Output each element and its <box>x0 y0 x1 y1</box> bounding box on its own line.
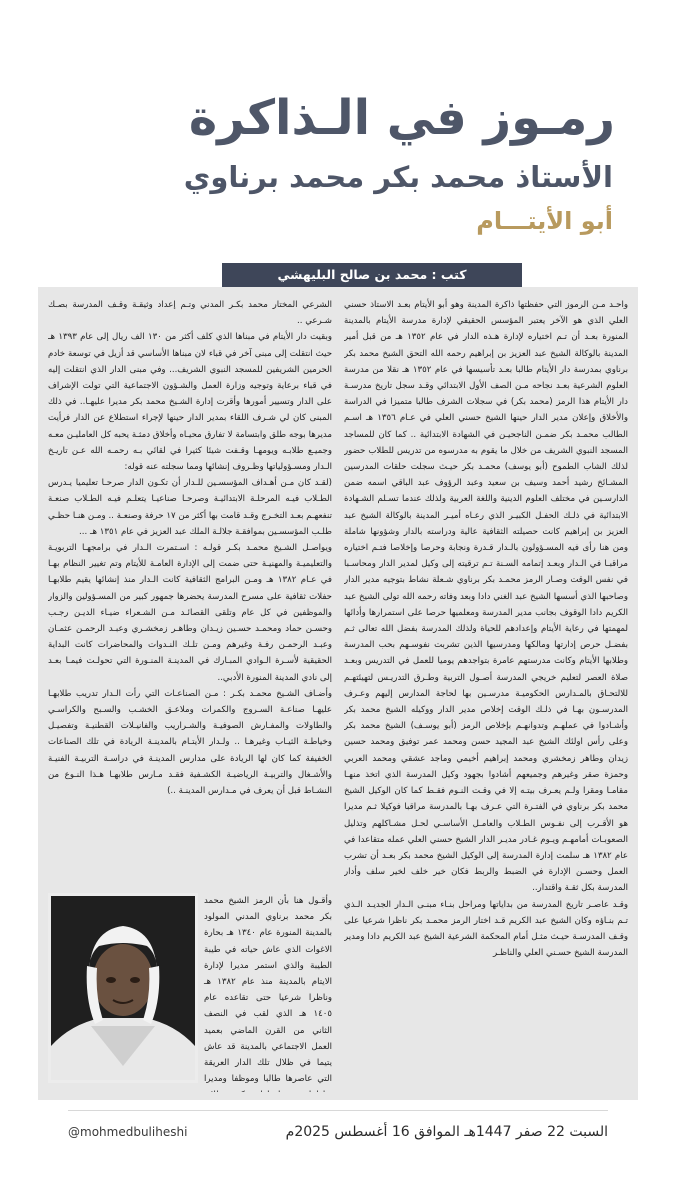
article-paragraph: وبقيت دار الأيتام في مبناها الذي كلف أكثر من ١٣٠ الف ريال إلى عام ١٣٩٣ هـ حيث انتقلت إلى مبنى آخر في قباء لان مبناها الأساسي قد أزيل في توسعة خادم الحرمين الشريفين للمسجد النبوي الشريف... وفي مبنى الدار الذي انتقلت إليه في قباء برعاية وتوجيه وزارة العمل والشـؤون الاجتماعية التي تولت الإشراف على الدار وتسيير أمورها وأقرت إدارة الشـيخ محمد بكر مديرا عليهـا.. في ذلك المبنى كان لي شـرف اللقاء بمدير الدار حينها لإجراء استطلاع عن الدار فرأيت مديرها بوجه طلق وابتسامة لا تفارق محيـاه وأخلاق دمثـة يحبه كل العامليـن معـه وجميـع طلابـه ويومهـا وقـفت شيئا كثيرا في لقائي بـه رحمـه الله عـن تاريـخ الـدار ومسـؤولياتها وظـروف إنشائها ومما سجلته عنه قوله: <box>48 332 332 473</box>
article-paragraph: الشرعي المختار محمد بكـر المدني وتـم إعداد وثيقـة وقـف المدرسة بصـك شـرعي .. <box>48 300 332 327</box>
article-body <box>38 287 638 1100</box>
article-paragraph: وقـد عاصـر تاريخ المدرسة من بداياتها ومراحل بنـاء مبنـى الـدار الجديـد الـذي تـم بنـاؤه وكان الشيخ عبد الكريم قـد اختار الرمز محمـد بكر ناظرا شرعيا على وقـف المدرسـة حيـث مثـل أمام المحكمة الشرعية الشيخ عبد الكريم دادا ومدير المدرسة الشيخ حسـني العلي والناظـر <box>344 899 628 959</box>
portrait-row <box>48 893 332 1088</box>
article-paragraph: واحـد مـن الرموز التي حفظتها ذاكرة المدينة وهو أبو الأيتام بعـد الاستاذ حسني العلي الذي هو الآخر يعتبر المؤسس الحقيقي لإدارة مدرسة الأيتام بالمدينة المنورة بعـد أن تـم اختياره لإدارة هـذه الدار في عام ١٣٥٢ هـ من قبل أمير المدينة بالوكالة الشيخ عبد العزيز بن إبراهيم رحمه الله التحق الشيخ محمد بكر برناوي بمدرسة دار الأيتام طالبا بعـد تأسيسها في عام ١٣٥٢ هـ نقلا من مدرسة العلوم الشرعية بعـد نجاحه مـن الصف الأول الابتدائي وقـد سجل تاريخ مدرسـة دار الأيتام هذا الرمز (محمد بكر) في سجلات الشرف طالبا متميزا في الدراسة والأخلاق وإعلان مدير الدار حينها الشيخ حسني العلي في عـام ١٣٥٦ هـ اسـم الطالب محمـد بكر ضمـن الناجحيـن في الشهادة الابتدائية .. كما كان للمساجد المسجد النبوي الشريف من خلال ما يقوم به مدرسوه من تدريس للطلاب حضور لذلك الشاب الطموح (أبو يوسف) محمـد بكر حيـث سجلت حلقات المدرسين المشـائخ رشيد أحمد وسيف بن سعيد وعبد الرؤوف عبد الباقي اسمه ضمن الدارسـين في مختلف العلوم الدينية واللغة العربية ولذلك عندما تسـلم الشـهادة الابتدائية في ذلـك الحفـل الكبيـر الذي رعـاه أميـر المدينة بالوكالة الشيخ عبد العزيز بن إبراهيم كانت حصيلته الثقافية عالية ودراسته بالدار وشؤونها شاملة ومن هنا رأى فيه المسـؤولون بالـدار قـدرة ونجابة وحرصا وإخلاصا فتـم اختياره مراقبـا في الـدار وبعـد إتمامه السـنة تـم ترقيته إلى وكيل لمدير الدار ومحاسـبا في نفس الوقت وصـار الرمز محمـد بكر برناوي شـعلة نشاط بتوجيه مدير الدار وصاحبها الذي أسسها الشيخ عبد الغني دادا وبعد وفاته رحمه الله تولى الشيخ عبد الكريم دادا الوقوف بجانب مدير المدرسة ومعلميها حرصا على استمرارها وأدائها لمهمتها في رعاية الأيتام وإعدادهم للحياة ولذلك المدرسة بفضل الله تعالى ثـم بفضـل حرص إدارتها ومالكها ومدرسيها الذين تشربت نفوسـهم بحب المدرسة وطلابها الأيتام وكانت مدرستهم عامرة بتواجدهم يوميا للعمل في التدريس وبعـد صلاة العصر لتعليم خريجي المدرسة أصـول التربية وطـرق التدريـس لتهيئتهـم للالتحـاق بالمـدارس الحكوميـة مدرسـين بها لحاجة المدارس إليهم وعـرف المدرسـون بهـا في ذلـك الوقت إخلاص مدير الدار ووكيله الشيخ محمد بكر وأشـادوا في عملهـم وتدوانهـم بإخلاص الرمز (أبو يوسـف) الشيخ محمد بكر وعلى رأس اولئك الشيخ عبد المجيد حسن ومحمد عمر توفيق ومحمد حسين زيدان وطاهر زمخشري ومحمد إبراهيم أخيمي وماجد عشقي ومحمد العربي وحمزة صقر وغيرهم وجميعهم أشادوا بجهود وكيل المدرسة الذي اتخذ منهـا مقامـا ومقرا ولـم يعـرف بيتـه إلا في وقـت النـوم فقـط كما كان الوكيل الشيخ محمد بكر برناوي في الفتـرة التي عـرف بهـا بالمدرسة مراقبا فوكيلا ثـم مديرا هو الأقـرب إلى نفـوس الطـلاب والعامـل الأساسـي لحـل مشـاكلهم وتذليل الصعوبـات أمامهـم ويـوم غـادر مديـر الدار الشيخ حسني العلي عمله متقاعدا في عام ١٣٨٢ هـ سلمت إدارة المدرسة إلى الوكيل الشيخ محمد بكر بعـد أن تشرب العمل وحسـن الإدارة في الضبط والربط فكان خير خلف لخير سلف وأدار المدرسة بكل ثقـة واقتدار.. <box>344 300 628 894</box>
article-column-right <box>344 297 628 1092</box>
publication-date: السبت 22 صفر 1447هـ الموافق 16 أغسطس 2025م <box>285 1123 608 1140</box>
subject-name: الأستاذ محمد بكر محمد برناوي <box>183 160 613 194</box>
page-footer <box>68 1110 608 1152</box>
portrait-photo <box>48 893 198 1083</box>
series-title: رمـوز في الـذاكرة <box>188 90 615 146</box>
article-paragraph: ويواصـل الشـيخ محمـد بكـر قولـه : اسـتمرت الـدار في برامجهـا التربويـة والتعليميـة والمهنيـة حتى ضمت إلى الإدارة العامـة للأيتام وتم تغيير النظام بهـا في عـام ١٣٨٢ هـ ومـن البرامج الثقافية كانت الـدار منذ إنشائها يقيم طلابهـا حفلات ثقافية على مسرح المدرسة يحضرها جمهور كبير من المسـؤولين والزوار والموظفين في كل عام وتلقى القصائـد مـن الشـعراء ضيـاء الديـن رجـب وحسـن حماد ومحمـد حسـين زيـدان وطاهـر زمخشـري وعبـد الرحمـن عثمـان وعبـد الرحمـن رفـة وغيرهم ومـن تلـك النـدوات والمحاضرات كانت البداية الحقيقية لأسـرة الـوادي المبـارك في المدينـة المنـورة التي تحولـت فيمـا بعـد إلى نادي المدينة المنورة الأدبي.. <box>48 543 332 683</box>
author-byline: كتب : محمد بن صالح البليهشي <box>222 263 522 287</box>
article-paragraph: (لقـد كان مـن أهـداف المؤسسـين للـدار أن تكـون الدار صرحـا تعليميا يـدرس الطـلاب فيـه المرحلـة الابتدائيـة وصرحـا صناعيـا يتعلـم فيـه الطـلاب صنعـة تنفعهـم بعـد التخـرج وقـد قامت بها أكثر من ١٧ حرفة وصنعـة .. ومـن هنـا حظـي طلـب المؤسسـين بموافقـة جلالـة الملك عبد العزيز في عام ١٣٥١ هـ ... <box>48 478 332 537</box>
article-header <box>30 60 645 260</box>
article-column-left-bottom-text <box>204 893 332 1092</box>
article-column-left-text <box>48 297 332 889</box>
article-column-left <box>48 297 332 1092</box>
article-paragraph: وأضـاف الشـيخ محمـد بكـر : مـن الصناعـات التي رأت الـدار تدريب طلابهـا عليهـا صناعـة السـروج والكمرات وملاعـق الخشـب والسـبح والكراسـي والطاولات والمفـارش الصوفيـة والشـراريب والفانيـلات القطنيـة وتفصيـل وخياطـة الثيـاب وغيرهـا .. ولـدار الأيتـام بالمدينـة الريادة في تلك الصناعات الخفيفة كما كان لها الريادة على مدارس المدينـة في دراسـة التربيـة الفنيـة والأشـغال والتربيـة الرياضيـة الكشـفية فقـد مـارس طلابهـا هـذا النـوع من النشـاط قبل أن يعرف في مـدارس المدينـة ..) <box>48 688 332 797</box>
article-paragraph: وأقـول هنا بأن الرمز الشيخ محمد بكر محمد برناوي المدني المولود بالمدينة المنورة عام ١٣٤٠ هـ بحارة الاغوات الذي عاش حياته في طيبة الطيبة والذي استمر مديرا لإدارة الايتام بالمدينة منذ عام ١٣٨٢ هـ وناظرا شرعيا حتى تقاعده عام ١٤٠٥ هـ الذي لقب في النصف الثاني من القرن الماضي بعميد العمل الاجتماعي بالمدينة قد عاش يتيما في ظلال تلك الدار العريقة التي عاصرها طالبا وموظفا ومديرا <box>204 896 332 1085</box>
portrait-illustration <box>51 896 195 1080</box>
subject-nickname: أبو الأيتـــام <box>476 207 613 235</box>
social-handle[interactable]: @mohmedbuliheshi <box>68 1124 188 1139</box>
